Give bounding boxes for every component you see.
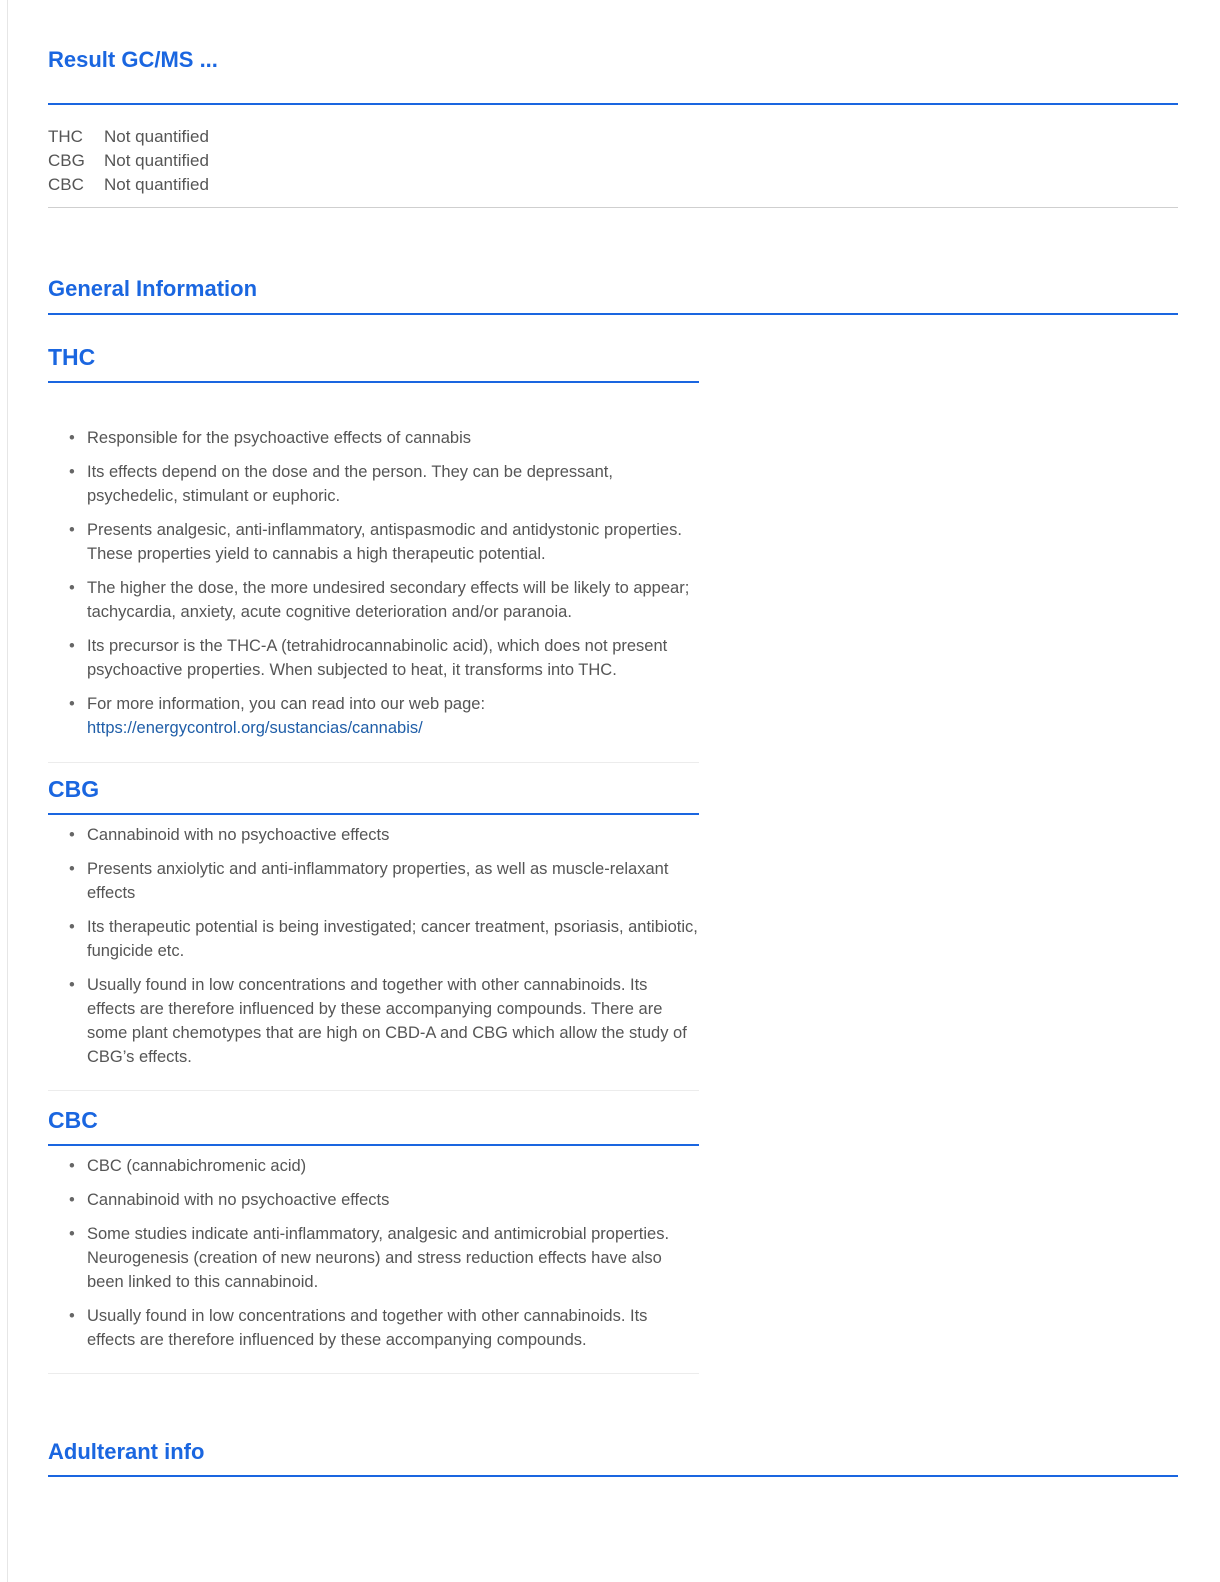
list-item: • Presents anxiolytic and anti-inflammatory properties, as well as muscle-relaxant effects <box>87 857 699 905</box>
result-title: Result GC/MS ... <box>48 47 218 72</box>
thc-title-divider <box>48 381 699 383</box>
thc-section <box>48 343 699 763</box>
list-item: • Presents analgesic, anti-inflammatory, antispasmodic and antidystonic properties. These properties yield to cannabis a high therapeutic potential. <box>87 518 699 566</box>
list-item: • Cannabinoid with no psychoactive effects <box>87 823 699 847</box>
compound-value: Not quantified <box>104 175 209 194</box>
cbg-title-divider <box>48 813 699 815</box>
cbg-section-divider <box>48 1090 699 1091</box>
table-row <box>48 173 209 197</box>
more-info-text: For more information, you can read into our web page: <box>87 695 486 713</box>
cbc-list <box>48 1154 699 1352</box>
list-item: • Its precursor is the THC-A (tetrahidrocannabinolic acid), which does not present psychoactive properties. When subjected to heat, it transforms into THC. <box>87 634 699 682</box>
compound-value: Not quantified <box>104 151 209 170</box>
general-information-divider <box>48 313 1178 315</box>
page-left-border <box>7 0 8 1582</box>
list-item: • Its effects depend on the dose and the person. They can be depressant, psychedelic, stimulant or euphoric. <box>87 460 699 508</box>
cbg-title: CBG <box>48 776 100 802</box>
general-information-title: General Information <box>48 276 258 301</box>
adulterant-info-title: Adulterant info <box>48 1439 205 1464</box>
table-row <box>48 125 209 149</box>
thc-section-divider <box>48 762 699 763</box>
list-item: • Its therapeutic potential is being investigated; cancer treatment, psoriasis, antibiotic, fungicide etc. <box>87 915 699 963</box>
result-table <box>48 125 209 197</box>
list-item: • The higher the dose, the more undesired secondary effects will be likely to appear; tachycardia, anxiety, acute cognitive deterioration and/or paranoia. <box>87 576 699 624</box>
list-item: • Responsible for the psychoactive effects of cannabis <box>87 426 699 450</box>
adulterant-info-divider <box>48 1475 1178 1477</box>
table-row <box>48 149 209 173</box>
compound-name: CBC <box>48 175 84 194</box>
more-info-link[interactable]: https://energycontrol.org/sustancias/cannabis/ <box>87 719 423 737</box>
cbg-list <box>48 823 699 1069</box>
compound-value: Not quantified <box>104 127 209 146</box>
list-item: • Usually found in low concentrations and together with other cannabinoids. Its effects are therefore influenced by these accompanying compounds. <box>87 1304 699 1352</box>
list-item: • Cannabinoid with no psychoactive effects <box>87 1188 699 1212</box>
cbc-section <box>48 1106 699 1374</box>
cbc-title-divider <box>48 1144 699 1146</box>
list-item: • CBC (cannabichromenic acid) <box>87 1154 699 1178</box>
list-item: • Usually found in low concentrations and together with other cannabinoids. Its effects are therefore influenced by these accompanying compounds. There are some plant chemotypes that are high on CBD-A and CBG which allow the study of CBG’s effects. <box>87 973 699 1069</box>
cbc-title: CBC <box>48 1107 98 1133</box>
list-item <box>87 692 699 740</box>
cbg-section <box>48 775 699 1091</box>
result-title-divider <box>48 103 1178 105</box>
thc-list <box>48 426 699 740</box>
thc-title: THC <box>48 344 96 370</box>
cbc-section-divider <box>48 1373 699 1374</box>
compound-name: THC <box>48 127 83 146</box>
result-table-divider <box>48 207 1178 208</box>
list-item: • Some studies indicate anti-inflammatory, analgesic and antimicrobial properties. Neurogenesis (creation of new neurons) and stress reduction effects have also been linked to this cannabinoid. <box>87 1222 699 1294</box>
compound-name: CBG <box>48 151 85 170</box>
